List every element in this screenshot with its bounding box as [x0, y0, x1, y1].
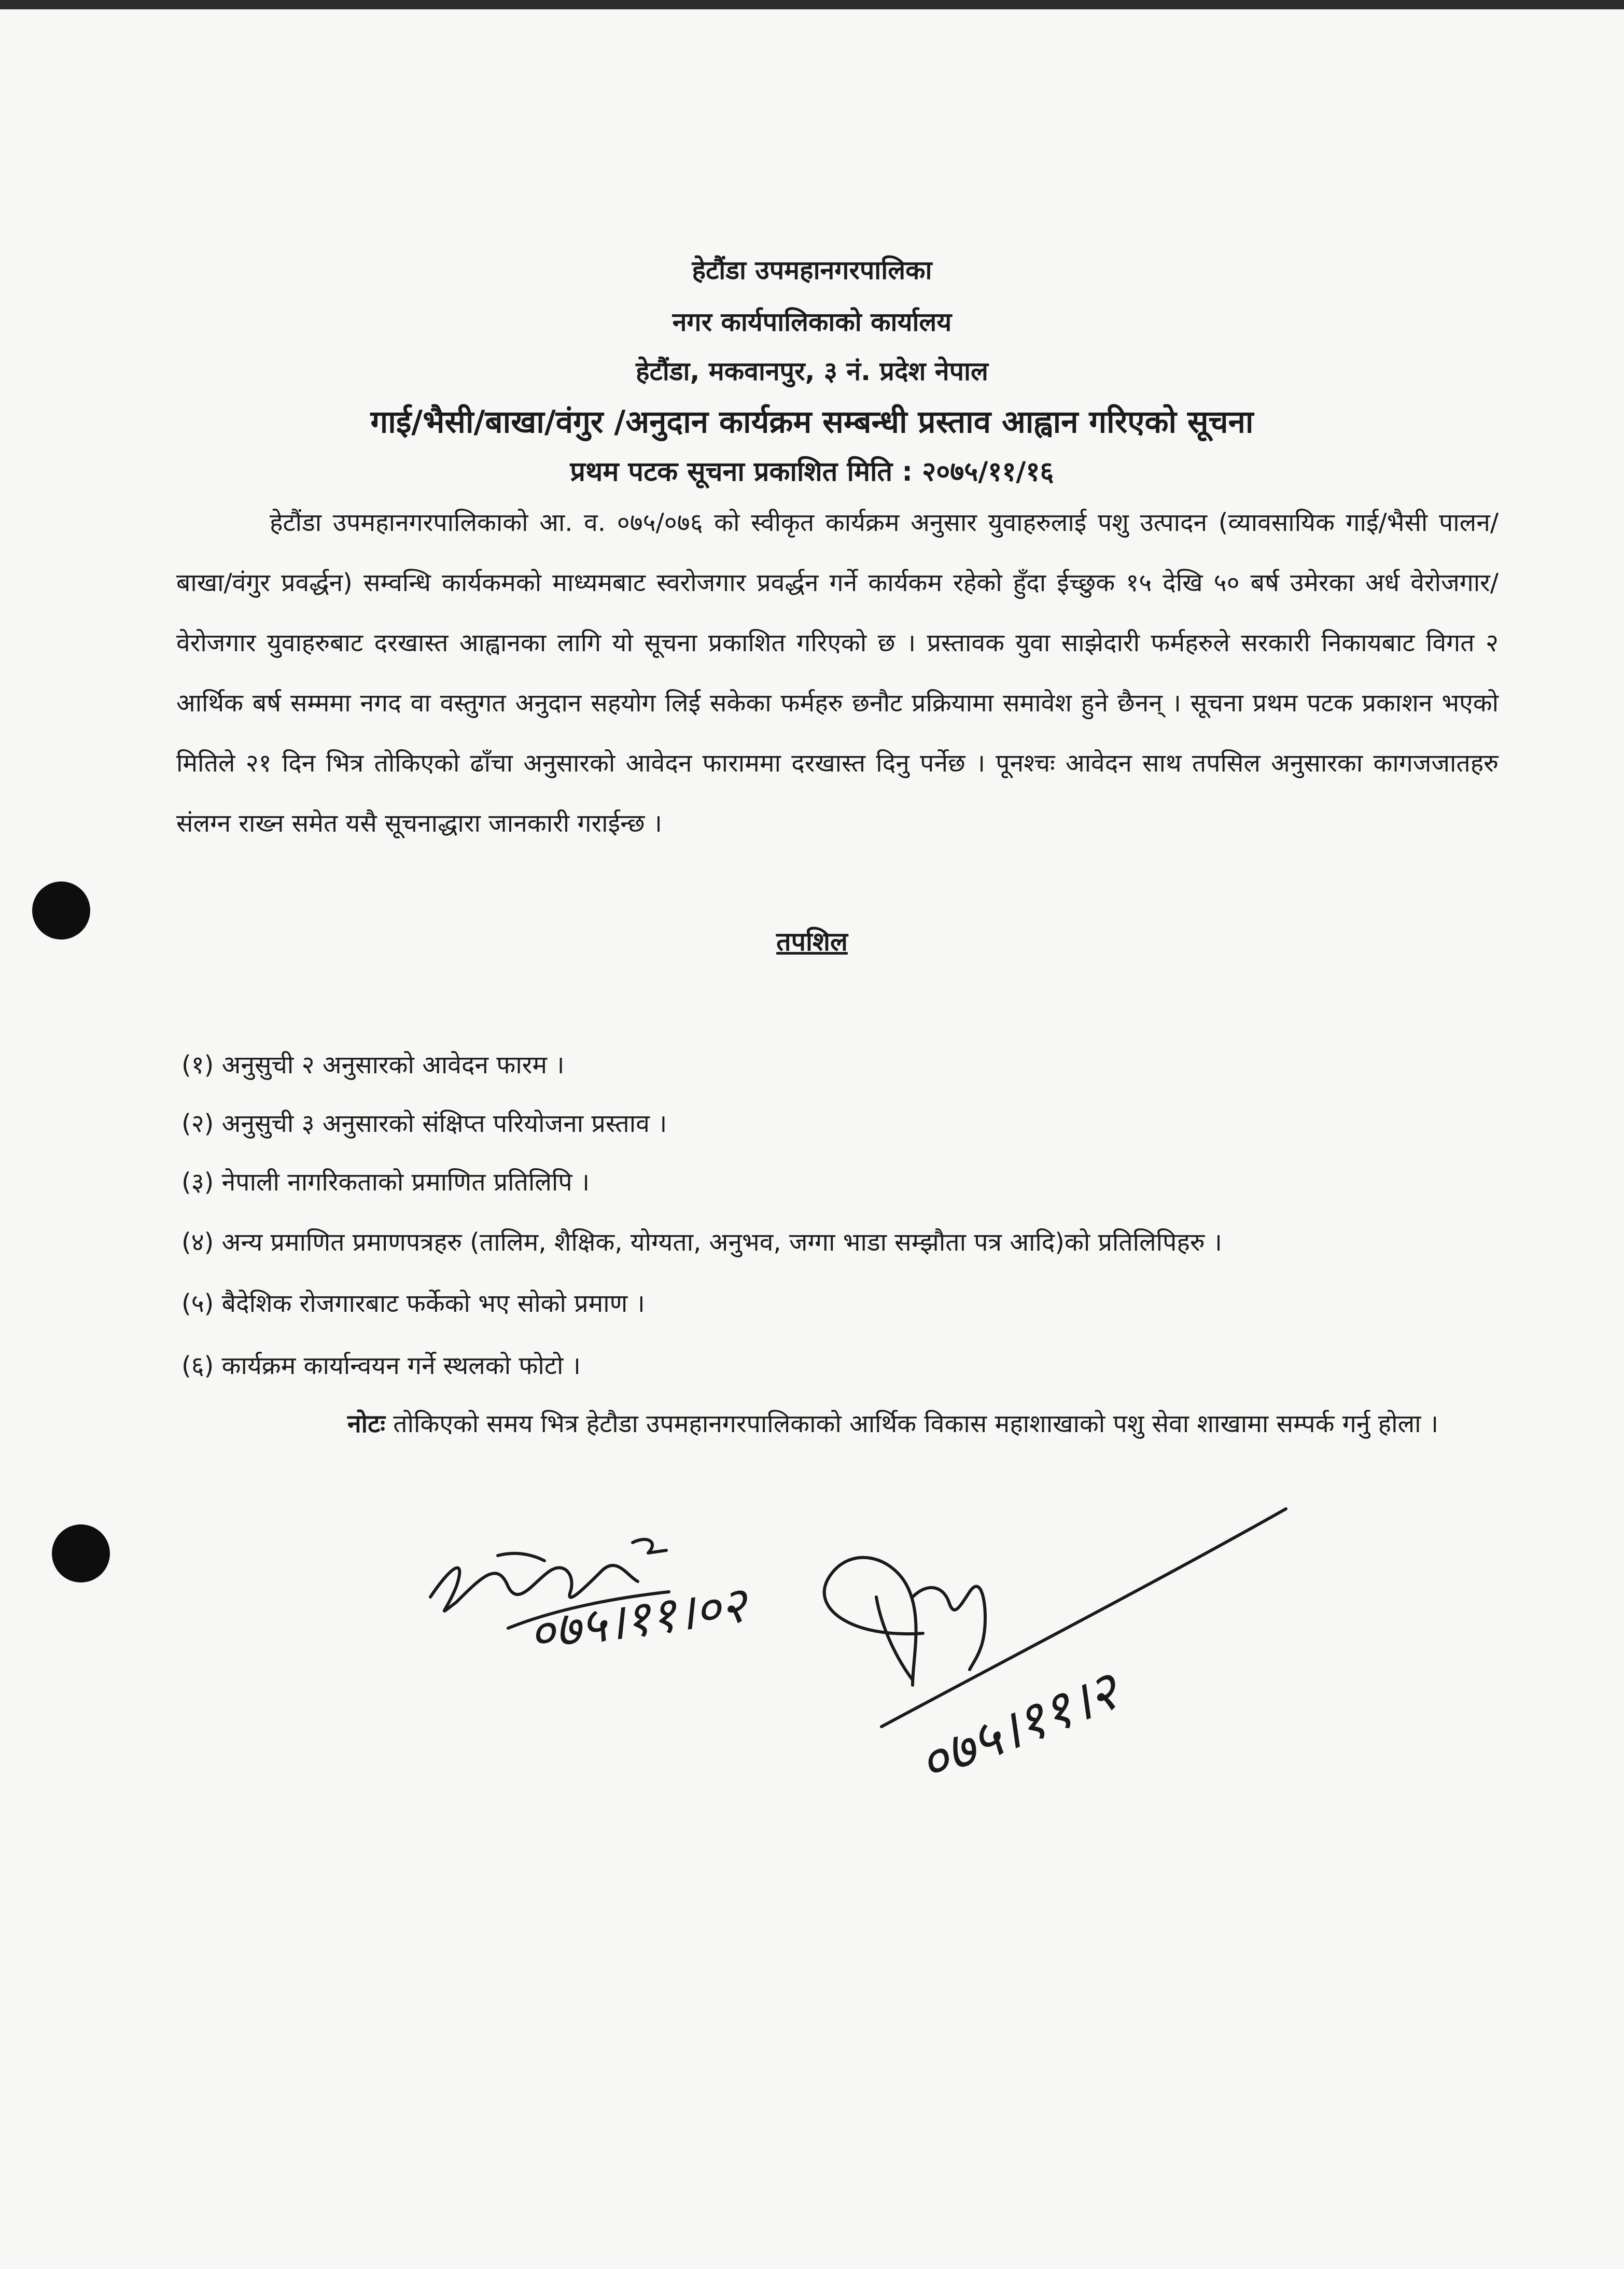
note-text: तोकिएको समय भित्र हेटौडा उपमहानगरपालिकाको आर्थिक विकास महाशाखाको पशु सेवा शाखामा सम्पर्क गर्नु होला । — [393, 1409, 1439, 1438]
list-item: (२) अनुसुची ३ अनुसारको संक्षिप्त परियोजना प्रस्ताव । — [181, 1109, 667, 1138]
note-label: नोटः — [347, 1409, 385, 1438]
right-signature-date: ०७५।११।२ — [910, 1661, 1127, 1795]
list-item: (३) नेपाली नागरिकताको प्रमाणित प्रतिलिपि । — [181, 1168, 590, 1197]
office-address: हेटौंडा, मकवानपुर, ३ नं. प्रदेश नेपाल — [636, 356, 988, 386]
right-signature — [824, 1558, 985, 1685]
municipality-name: हेटौंडा उपमहानगरपालिका — [692, 255, 932, 285]
publish-date: प्रथम पटक सूचना प्रकाशित मिति : २०७५/११/१६ — [570, 456, 1054, 487]
list-item: (६) कार्यक्रम कार्यान्वयन गर्ने स्थलको फोटो । — [181, 1351, 581, 1380]
tapashil-heading-text: तपशिल — [776, 927, 848, 957]
notice-body: हेटौंडा उपमहानगरपालिकाको आ. व. ०७५/०७६ को स्वीकृत कार्यक्रम अनुसार युवाहरुलाई पशु उत्पादन (व्यावसायिक गाई/भैसी पालन/बाखा/वंगुर प्रवर्द्धन) सम्वन्धि कार्यकमको माध्यमबाट स्वरोजगार प्रवर्द्धन गर्ने कार्यकम रहेको हुँदा ईच्छुक १५ देखि ५० बर्ष उमेरका अर्ध वेरोजगार/वेरोजगार युवाहरुबाट दरखास्त आह्वानका लागि यो सूचना प्रकाशित गरिएको छ । प्रस्तावक युवा साझेदारी फर्महरुले सरकारी निकायबाट विगत २ आर्थिक बर्ष सम्ममा नगद वा वस्तुगत अनुदान सहयोग लिई सकेका फर्महरु छनौट प्रक्रियामा समावेश हुने छैनन् । सूचना प्रथम पटक प्रकाशन भएको मितिले २१ दिन भित्र तोकिएको ढाँचा अनुसारको आवेदन फाराममा दरखास्त दिनु पर्नेछ । पूनश्चः आवेदन साथ तपसिल अनुसारका कागजजातहरु संलग्न राख्न समेत यसै सूचनाद्धारा जानकारी गराईन्छ । — [176, 508, 1499, 838]
list-item: (१) अनुसुची २ अनुसारको आवेदन फारम । — [181, 1051, 565, 1080]
office-name: नगर कार्यपालिकाको कार्यालय — [672, 307, 952, 337]
list-item: (४) अन्य प्रमाणित प्रमाणपत्रहरु (तालिम, शैक्षिक, योग्यता, अनुभव, जग्गा भाडा सम्झौता पत्र आदि)को प्रतिलिपिहरु । — [181, 1228, 1222, 1257]
list-item: (५) बैदेशिक रोजगारबाट फर्केको भए सोको प्रमाण । — [181, 1289, 645, 1318]
notice-title: गाई/भैसी/बाखा/वंगुर /अनुदान कार्यक्रम सम्बन्धी प्रस्ताव आह्वान गरिएको सूचना — [370, 404, 1254, 440]
left-signature-date: ०७५।११।०२ — [525, 1577, 750, 1662]
